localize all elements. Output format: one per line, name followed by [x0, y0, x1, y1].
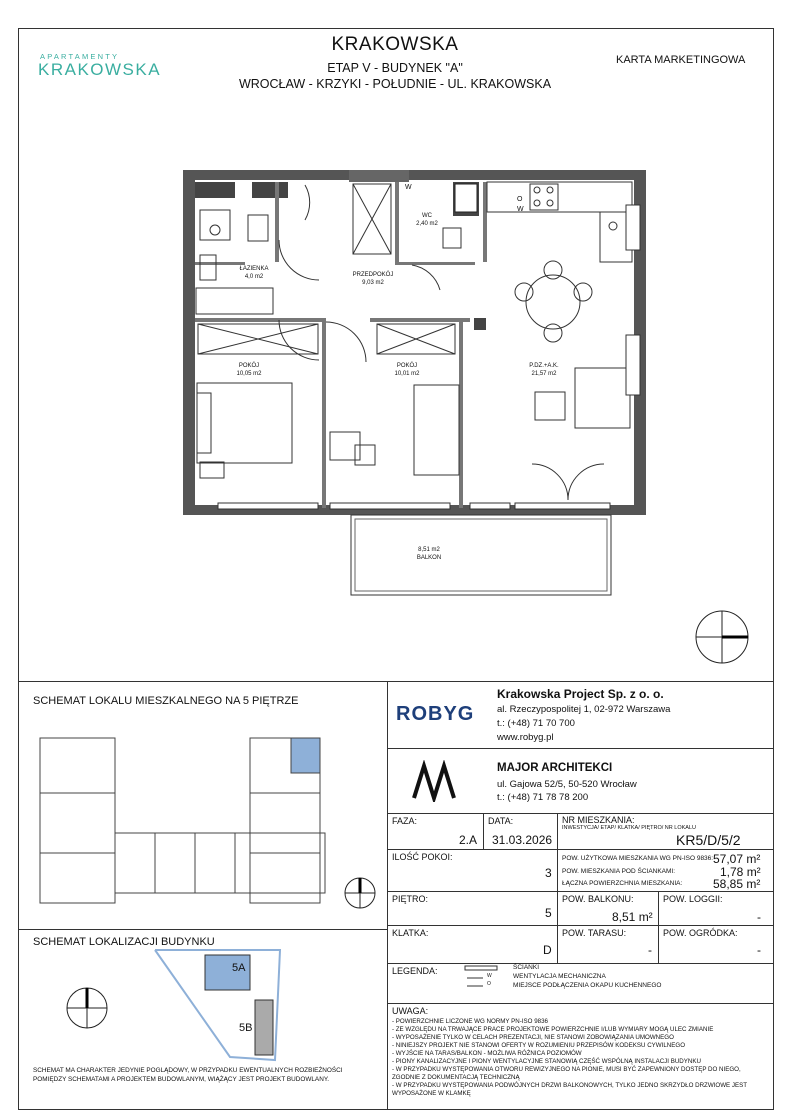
architect-name: MAJOR ARCHITEKCI	[497, 762, 613, 774]
uwaga-item: - PIONY KANALIZACYJNE I PIONY WENTYLACYJNE STANOWIĄ CZĘŚĆ WSPÓLNĄ INSTALACJI BUDYNKU	[392, 1058, 701, 1065]
nr-value: KR5/D/5/2	[676, 832, 741, 848]
investor-address: al. Rzeczypospolitej 1, 02-972 Warszawa	[497, 704, 671, 715]
vent-marker-w: W	[405, 184, 412, 191]
pow-uzytkowa-value: 57,07 m²	[713, 852, 761, 866]
pietro-value: 5	[545, 906, 552, 920]
room-pdz: P.DZ.+A.K. 21,57 m2	[529, 363, 559, 377]
uwaga-item: - NINIEJSZY PROJEKT NIE STANOWI OFERTY W ROZUMIENIU PRZEPISÓW KODEKSU CYWILNEGO	[392, 1042, 686, 1049]
legend-sym-o: O	[487, 981, 491, 987]
uwaga-item: - W PRZYPADKU WYSTĘPOWANIA OTWORU REWIZYJNEGO NA PIONIE, MUSI BYĆ ZAPEWNIONY DOSTĘP DO NIEGO, ZGODNIE Z DOKUMENTACJĄ TECHNICZNĄ	[392, 1066, 741, 1081]
data-label: DATA:	[488, 816, 514, 826]
pow-scianki-value: 1,78 m²	[720, 865, 761, 879]
logo-tagline: APARTAMENTY	[40, 52, 120, 61]
nr-label: NR MIESZKANIA:	[562, 815, 635, 825]
klatka-label: KLATKA:	[392, 928, 429, 938]
uwaga-item: - ZE WZGLĘDU NA TRWAJĄCE PRACE PROJEKTOWE POWIERZCHNIE I/LUB WYMIARY MOGĄ ULEC ZMIANIE	[392, 1026, 714, 1033]
faza-value: 2.A	[459, 833, 478, 847]
table-sep-3	[658, 891, 659, 963]
divider-vertical	[387, 681, 388, 1110]
loggia-label: POW. LOGGII:	[663, 894, 723, 904]
nr-sublabel: INWESTYCJA/ ETAP/ KLATKA/ PIĘTRO/ NR LOKALU	[562, 825, 696, 831]
legend-item-scianki: ŚCIANKI	[513, 964, 540, 971]
data-value: 31.03.2026	[492, 833, 553, 847]
divider-main	[18, 681, 774, 682]
pokoje-value: 3	[545, 866, 552, 880]
architect-phone: t.: (+48) 71 78 78 200	[497, 792, 589, 803]
legend-sym-w: W	[487, 973, 492, 979]
legend-item-okap: MIEJSCE PODŁĄCZENIA OKAPU KUCHENNEGO	[513, 982, 662, 989]
building-schema	[60, 945, 300, 1065]
schemat-budynku-title: SCHEMAT LOKALIZACJI BUDYNKU	[33, 936, 215, 948]
architect-logo	[410, 760, 462, 802]
hood-marker-o: O	[517, 196, 523, 203]
room-pokoj-1: POKÓJ 10,05 m2	[236, 363, 262, 377]
subtitle-etap: ETAP V - BUDYNEK "A"	[327, 61, 463, 75]
legend-symbols	[463, 964, 503, 990]
taras-label: POW. TARASU:	[562, 928, 627, 938]
divider-architect	[387, 813, 774, 814]
room-balkon: 8,51 m2 BALKON	[416, 547, 442, 561]
taras-value: -	[648, 943, 652, 957]
table-row-4	[387, 963, 774, 964]
legenda-label: LEGENDA:	[392, 966, 438, 976]
pietro-label: PIĘTRO:	[392, 894, 429, 904]
table-row-2	[387, 891, 774, 892]
uwaga-item: - WYPOSAŻENIE TYLKO W CELACH PREZENTACJI, NIE STANOWI ZOBOWIĄZANIA UMOWNEGO	[392, 1034, 674, 1041]
ogrodek-value: -	[757, 943, 761, 957]
uwaga-item: - WYJŚCIE NA TARAS/BALKON - MOŻLIWA RÓŻNICA POZIOMÓW	[392, 1050, 582, 1057]
table-sep-1	[483, 813, 484, 849]
uwaga-label: UWAGA:	[392, 1006, 429, 1016]
investor-web[interactable]: www.robyg.pl	[497, 732, 554, 743]
vent-marker-w-2: W	[517, 206, 524, 213]
building-5a-label: 5A	[232, 962, 246, 974]
divider-left	[18, 929, 387, 930]
logo-krakowska: KRAKOWSKA	[38, 60, 162, 79]
uwaga-item: - POWIERZCHNIE LICZONE WG NORMY PN-ISO 9836	[392, 1018, 548, 1025]
pow-uzytkowa-label: POW. UŻYTKOWA MIESZKANIA WG PN-ISO 9836:	[562, 855, 714, 862]
robyg-logo: ROBYG	[396, 703, 475, 725]
balkon-value: 8,51 m²	[612, 910, 653, 924]
investor-name: Krakowska Project Sp. z o. o.	[497, 687, 664, 701]
pow-laczna-value: 58,85 m²	[713, 877, 761, 891]
floor-schema	[35, 733, 385, 913]
pow-laczna-label: ŁĄCZNA POWIERZCHNIA MIESZKANIA:	[562, 880, 683, 887]
legend-item-wentylacja: WENTYLACJA MECHANICZNA	[513, 973, 606, 980]
table-row-5	[387, 1003, 774, 1004]
divider-investor	[387, 748, 774, 749]
uwaga-item: - W PRZYPADKU WYSTĘPOWANIA PODWÓJNYCH DRZWI BALKONOWYCH, TYLKO JEDNO SKRZYDŁO DRZWIOWE JEST WYPOSAŻONE W KLAMKĘ	[392, 1082, 747, 1097]
table-sep-2	[557, 813, 558, 963]
building-5b-label: 5B	[239, 1022, 253, 1034]
investor-phone: t.: (+48) 71 70 700	[497, 718, 575, 729]
klatka-value: D	[543, 943, 552, 957]
subtitle-location: WROCŁAW - KRZYKI - POŁUDNIE - UL. KRAKOWSKA	[238, 77, 552, 91]
karta-label: KARTA MARKETINGOWA	[616, 54, 746, 66]
table-row-3	[387, 925, 774, 926]
pokoje-label: ILOŚĆ POKOI:	[392, 852, 453, 862]
page-title: KRAKOWSKA	[331, 34, 459, 55]
faza-label: FAZA:	[392, 816, 418, 826]
ogrodek-label: POW. OGRÓDKA:	[663, 928, 738, 938]
architect-address: ul. Gajowa 52/5, 50-520 Wrocław	[497, 779, 637, 790]
balkon-label: POW. BALKONU:	[562, 894, 634, 904]
disclaimer: SCHEMAT MA CHARAKTER JEDYNIE POGLĄDOWY, W PRZYPADKU EWENTUALNYCH ROZBIEŻNOŚCI POMIĘDZY SCHEMATAMI A PROJEKTEM BUDOWLANYM, WIĄŻĄCY JEST PROJEKT BUDOWLANY.	[33, 1067, 343, 1083]
pow-scianki-label: POW. MIESZKANIA POD ŚCIANKAMI:	[562, 868, 676, 875]
table-row-1	[387, 849, 774, 850]
room-wc: WC 2,40 m2	[416, 213, 438, 227]
room-przedpokoj: PRZEDPOKÓJ 9,03 m2	[352, 272, 394, 286]
schemat-lokalu-title: SCHEMAT LOKALU MIESZKALNEGO NA 5 PIĘTRZE	[33, 695, 299, 707]
loggia-value: -	[757, 910, 761, 924]
uwaga-list	[392, 1018, 764, 1098]
room-pokoj-2: POKÓJ 10,01 m2	[394, 363, 420, 377]
room-lazienka: ŁAZIENKA 4,0 m2	[239, 266, 269, 280]
